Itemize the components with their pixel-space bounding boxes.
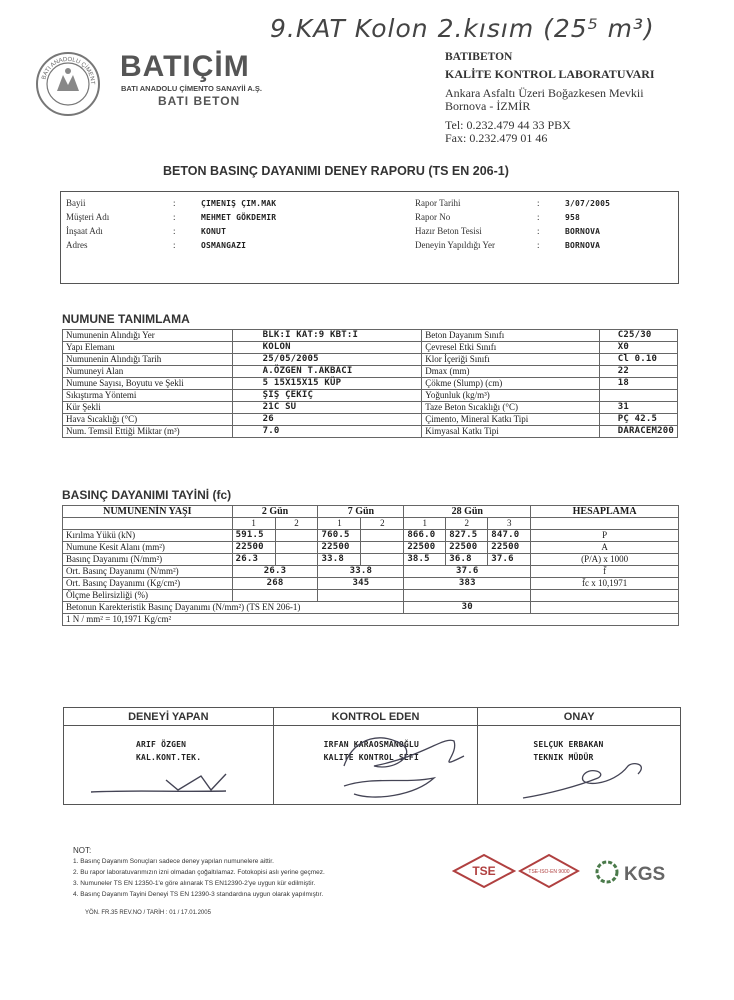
strength-value: 827.5 (446, 530, 488, 542)
sample-value: BLK:I KAT:9 KBT:I (232, 330, 422, 342)
sample-row (63, 402, 678, 414)
info-value: KONUT (201, 227, 227, 236)
strength-value: 33.8 (318, 554, 361, 566)
sample-row (63, 426, 678, 438)
strength-row-label: Basınç Dayanımı (N/mm²) (63, 554, 233, 566)
info-value: 3/07/2005 (565, 199, 611, 208)
signature-header-controlled: KONTROL EDEN (273, 708, 478, 726)
company-subtitle: BATI ANADOLU ÇİMENTO SANAYİİ A.Ş. (121, 84, 262, 93)
handwritten-title: 9.KAT Kolon 2.kısım (25⁵ m³) (270, 14, 655, 43)
signature-person: SELÇUK ERBAKAN (533, 740, 604, 749)
sub-header: 1 (232, 518, 275, 530)
strength-calc: P (531, 530, 679, 542)
sample-row (63, 390, 678, 402)
sample-value: 21C SU (232, 402, 422, 414)
strength-value: 591.5 (232, 530, 275, 542)
sample-label: Numunenin Alındığı Yer (63, 330, 233, 342)
info-label: İnşaat Adı (66, 226, 103, 236)
notes-title: NOT: (73, 846, 92, 855)
sample-label: Çevresel Etki Sınıfı (422, 342, 600, 354)
lab-address-2: Bornova - İZMİR (445, 99, 531, 113)
note-item: 3. Numuneler TS EN 12350-1'e göre alınarak TS EN12390-2'ye uygun kür edilmiştir. (73, 880, 316, 887)
sample-row (63, 330, 678, 342)
signature-person: ARIF ÖZGEN (136, 740, 187, 749)
note-item: 2. Bu rapor laboratuvarımızın izni olmadan çoğaltılamaz. Fotokopisi aslı yerine geçmez. (73, 869, 325, 876)
strength-value: 22500 (318, 542, 361, 554)
signature-cell-controlled (273, 726, 478, 805)
strength-row-label: Ort. Basınç Dayanımı (Kg/cm²) (63, 578, 233, 590)
strength-value: 26.3 (232, 554, 275, 566)
strength-value: 38.5 (404, 554, 446, 566)
sample-label: Beton Dayanım Sınıfı (422, 330, 600, 342)
strength-row (63, 530, 679, 542)
sample-value: 5 15X15X15 KÜP (232, 378, 422, 390)
strength-avg-value: 37.6 (404, 566, 531, 578)
strength-row-label: Ort. Basınç Dayanımı (N/mm²) (63, 566, 233, 578)
sample-label: Çökme (Slump) (cm) (422, 378, 600, 390)
uncertainty-row (63, 590, 679, 602)
strength-age-header: NUMUNENİN YAŞI (63, 506, 233, 518)
note-item: 1. Basınç Dayanım Sonuçları sadece deney yapılan numunelere aittir. (73, 858, 274, 865)
info-value: 958 (565, 213, 581, 222)
sample-value (599, 390, 677, 402)
form-code: YÖN. FR.35 REV.NO / TARİH : 01 / 17.01.2005 (85, 910, 211, 916)
strength-calc: f̄c x 10,1971 (531, 578, 679, 590)
strength-value: 36.8 (446, 554, 488, 566)
strength-row-label: Numune Kesit Alanı (mm²) (63, 542, 233, 554)
sample-value: PÇ 42.5 (599, 414, 677, 426)
sample-value: X0 (599, 342, 677, 354)
sample-label: Numune Sayısı, Boyutu ve Şekli (63, 378, 233, 390)
sample-value: 31 (599, 402, 677, 414)
info-value: ÇIMENIŞ ÇIM.MAK (201, 199, 277, 208)
strength-row (63, 554, 679, 566)
kgs-logo (594, 858, 684, 886)
signature-person: IRFAN KARAOSMANOĞLU (323, 740, 419, 749)
sub-header: 1 (404, 518, 446, 530)
strength-7day-header: 7 Gün (318, 506, 404, 518)
info-row: Adres : OSMANGAZI (66, 240, 247, 250)
signature-header-performed: DENEYİ YAPAN (64, 708, 274, 726)
tse-iso-logo-text: TSE-ISO-EN 9000 (528, 869, 570, 875)
sample-value: 22 (599, 366, 677, 378)
strength-table (62, 505, 679, 626)
sub-header: 2 (275, 518, 318, 530)
sample-value: 26 (232, 414, 422, 426)
sub-header: 3 (488, 518, 531, 530)
strength-avg-value: 33.8 (318, 566, 404, 578)
info-label: Bayii (66, 198, 86, 208)
sample-table (62, 329, 678, 438)
sample-row (63, 378, 678, 390)
info-label: Müşteri Adı (66, 212, 110, 222)
conversion-note: 1 N / mm² = 10,1971 Kg/cm² (63, 614, 679, 626)
strength-value: 760.5 (318, 530, 361, 542)
lab-name: BATIBETON (445, 51, 513, 63)
signature-header-approval: ONAY (478, 708, 681, 726)
sample-value: C25/30 (599, 330, 677, 342)
sample-value: 7.0 (232, 426, 422, 438)
tse-logo (452, 853, 516, 889)
sample-label: Sıkıştırma Yöntemi (63, 390, 233, 402)
signature-role: TEKNIK MÜDÜR (533, 753, 594, 762)
sample-row (63, 414, 678, 426)
strength-row-label: Kırılma Yükü (kN) (63, 530, 233, 542)
handwritten-signature (518, 756, 668, 804)
sample-row (63, 342, 678, 354)
lab-department: KALİTE KONTROL LABORATUVARI (445, 67, 655, 81)
strength-calc: f̄ (531, 566, 679, 578)
sample-label: Taze Beton Sıcaklığı (°C) (422, 402, 600, 414)
strength-avg-row (63, 566, 679, 578)
strength-calc: (P/A) x 1000 (531, 554, 679, 566)
handwritten-signature (314, 726, 474, 804)
sample-value: 18 (599, 378, 677, 390)
sample-section-heading: NUMUNE TANIMLAMA (62, 312, 190, 326)
info-row: Rapor No : 958 (415, 212, 581, 222)
sample-value: ŞIŞ ÇEKIÇ (232, 390, 422, 402)
info-value: MEHMET GÖKDEMIR (201, 213, 277, 222)
strength-avg-value: 26.3 (232, 566, 318, 578)
company-division: BATI BETON (158, 94, 241, 108)
info-label: Rapor Tarihi (415, 198, 461, 208)
signature-role: KAL.KONT.TEK. (136, 753, 202, 762)
handwritten-signature (86, 766, 256, 802)
tse-logo-text: TSE (472, 864, 496, 878)
strength-row (63, 542, 679, 554)
info-label: Rapor No (415, 212, 451, 222)
sample-row (63, 354, 678, 366)
lab-tel: Tel: 0.232.479 44 33 PBX (445, 118, 571, 132)
sample-value: A.ÖZGEN T.AKBACI (232, 366, 422, 378)
strength-value: 847.0 (488, 530, 531, 542)
sample-row (63, 366, 678, 378)
info-row: Hazır Beton Tesisi : BORNOVA (415, 226, 601, 236)
info-label: Hazır Beton Tesisi (415, 226, 482, 236)
company-seal (35, 51, 101, 117)
sample-value: DARACEM200 (599, 426, 677, 438)
sample-value: 25/05/2005 (232, 354, 422, 366)
strength-value: 37.6 (488, 554, 531, 566)
sample-value: Cl 0.10 (599, 354, 677, 366)
sample-label: Numunenin Alındığı Tarih (63, 354, 233, 366)
strength-28day-header: 28 Gün (404, 506, 531, 518)
strength-value: 22500 (232, 542, 275, 554)
sample-label: Yoğunluk (kg/m³) (422, 390, 600, 402)
strength-row-label: Ölçme Belirsizliği (%) (63, 590, 233, 602)
lab-address-1: Ankara Asfaltı Üzeri Boğazkesen Mevkii (445, 86, 644, 100)
strength-value: 22500 (446, 542, 488, 554)
strength-avg-kg-value: 345 (318, 578, 404, 590)
strength-calc: A (531, 542, 679, 554)
sub-header: 2 (361, 518, 404, 530)
info-row: Müşteri Adı : MEHMET GÖKDEMIR (66, 212, 277, 222)
strength-avg-kg-value: 268 (232, 578, 318, 590)
strength-section-heading: BASINÇ DAYANIMI TAYİNİ (fc) (62, 488, 232, 502)
info-row: Rapor Tarihi : 3/07/2005 (415, 198, 611, 208)
sample-label: Kimyasal Katkı Tipi (422, 426, 600, 438)
signature-cell-performed (64, 726, 274, 805)
sample-label: Dmax (mm) (422, 366, 600, 378)
report-info-box (60, 191, 679, 284)
signature-table (63, 707, 681, 805)
strength-value: 22500 (404, 542, 446, 554)
info-row: Bayii : ÇIMENIŞ ÇIM.MAK (66, 198, 277, 208)
sample-label: Kür Şekli (63, 402, 233, 414)
info-label: Deneyin Yapıldığı Yer (415, 240, 496, 250)
sub-header: 2 (446, 518, 488, 530)
characteristic-label: Betonun Karekteristik Basınç Dayanımı (N/mm²) (TS EN 206-1) (63, 602, 404, 614)
sub-header: 1 (318, 518, 361, 530)
strength-calc-header: HESAPLAMA (531, 506, 679, 518)
company-name: BATIÇİM (120, 50, 250, 83)
note-item: 4. Basınç Dayanım Tayini Deneyi TS EN 12390-3 standardına uygun olarak yapılmıştır. (73, 891, 324, 898)
info-row: İnşaat Adı : KONUT (66, 226, 227, 236)
info-value: BORNOVA (565, 241, 601, 250)
signature-cell-approval (478, 726, 681, 805)
characteristic-value: 30 (404, 602, 531, 614)
sample-label: Klor İçeriği Sınıfı (422, 354, 600, 366)
kgs-logo-text: KGS (624, 864, 666, 885)
sample-label: Çimento, Mineral Katkı Tipi (422, 414, 600, 426)
info-value: OSMANGAZI (201, 241, 247, 250)
sample-label: Hava Sıcaklığı (°C) (63, 414, 233, 426)
sample-label: Yapı Elemanı (63, 342, 233, 354)
lab-fax: Fax: 0.232.479 01 46 (445, 131, 548, 145)
conversion-row (63, 614, 679, 626)
svg-text:BATI ANADOLU ÇİMENTO: BATI ANADOLU ÇİMENT (41, 56, 96, 85)
sample-label: Numuneyi Alan (63, 366, 233, 378)
strength-avg-kg-row (63, 578, 679, 590)
report-title: BETON BASINÇ DAYANIMI DENEY RAPORU (TS EN 206-1) (163, 164, 509, 178)
characteristic-row (63, 602, 679, 614)
sample-value: KOLON (232, 342, 422, 354)
sample-label: Num. Temsil Ettiği Miktar (m³) (63, 426, 233, 438)
info-label: Adres (66, 240, 88, 250)
signature-role: KALITE KONTROL ŞEFI (323, 753, 419, 762)
strength-value: 22500 (488, 542, 531, 554)
tse-iso-logo (518, 853, 580, 889)
info-value: BORNOVA (565, 227, 601, 236)
strength-2day-header: 2 Gün (232, 506, 318, 518)
strength-value: 866.0 (404, 530, 446, 542)
info-row: Deneyin Yapıldığı Yer : BORNOVA (415, 240, 601, 250)
strength-avg-kg-value: 383 (404, 578, 531, 590)
